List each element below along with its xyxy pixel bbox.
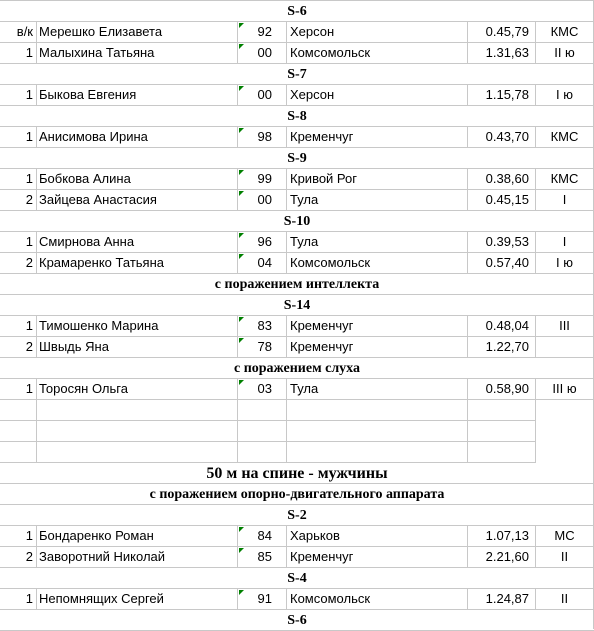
result-row (0, 316, 594, 337)
time-cell[interactable]: 0.48,04 (468, 316, 536, 337)
time-cell[interactable]: 2.21,60 (468, 547, 536, 568)
category-cell[interactable]: II ю (536, 43, 593, 64)
name-cell[interactable]: Бобкова Алина (37, 169, 238, 190)
column-divider (237, 400, 238, 421)
blank-row (0, 400, 594, 421)
column-divider (36, 400, 37, 421)
section-header: S-9 (0, 148, 594, 169)
time-cell[interactable]: 1.22,70 (468, 337, 536, 358)
name-cell[interactable]: Швыдь Яна (37, 337, 238, 358)
year-cell[interactable]: 04 (238, 253, 287, 274)
year-cell[interactable]: 85 (238, 547, 287, 568)
category-cell[interactable]: I (536, 190, 593, 211)
year-cell[interactable]: 03 (238, 379, 287, 400)
category-cell[interactable]: I ю (536, 85, 593, 106)
rank-cell[interactable]: 2 (0, 547, 37, 568)
section-header: с поражением интеллекта (0, 274, 594, 295)
result-row (0, 127, 594, 148)
time-cell[interactable]: 1.15,78 (468, 85, 536, 106)
category-cell[interactable]: II (536, 589, 593, 610)
result-row (0, 190, 594, 211)
category-cell[interactable]: КМС (536, 127, 593, 148)
result-row (0, 43, 594, 64)
result-row (0, 22, 594, 43)
column-divider (36, 442, 37, 463)
time-cell[interactable]: 0.58,90 (468, 379, 536, 400)
category-cell[interactable] (536, 337, 593, 358)
result-row (0, 253, 594, 274)
rank-cell[interactable]: 2 (0, 253, 37, 274)
year-cell[interactable]: 99 (238, 169, 287, 190)
time-cell[interactable]: 0.39,53 (468, 232, 536, 253)
result-row (0, 232, 594, 253)
rank-cell[interactable]: 1 (0, 169, 37, 190)
column-divider (535, 421, 536, 442)
column-divider (36, 421, 37, 442)
column-divider (467, 442, 468, 463)
city-cell[interactable]: Комсомольск (287, 253, 468, 274)
result-row (0, 547, 594, 568)
year-cell[interactable]: 91 (238, 589, 287, 610)
time-cell[interactable]: 1.24,87 (468, 589, 536, 610)
name-cell[interactable]: Зайцева Анастасия (37, 190, 238, 211)
city-cell[interactable]: Комсомольск (287, 43, 468, 64)
time-cell[interactable]: 0.45,79 (468, 22, 536, 43)
column-divider (467, 421, 468, 442)
city-cell[interactable]: Харьков (287, 526, 468, 547)
year-cell[interactable]: 00 (238, 85, 287, 106)
name-cell[interactable]: Заворотний Николай (37, 547, 238, 568)
result-row (0, 169, 594, 190)
year-cell[interactable]: 78 (238, 337, 287, 358)
column-divider (286, 421, 287, 442)
category-cell[interactable]: I ю (536, 253, 593, 274)
rank-cell[interactable]: 1 (0, 526, 37, 547)
city-cell[interactable]: Тула (287, 379, 468, 400)
column-divider (535, 442, 536, 463)
time-cell[interactable]: 0.43,70 (468, 127, 536, 148)
name-cell[interactable]: Малыхина Татьяна (37, 43, 238, 64)
category-cell[interactable]: МС (536, 526, 593, 547)
city-cell[interactable]: Кременчуг (287, 316, 468, 337)
rank-cell[interactable]: 1 (0, 379, 37, 400)
city-cell[interactable]: Кременчуг (287, 547, 468, 568)
result-row (0, 85, 594, 106)
column-divider (467, 400, 468, 421)
year-cell[interactable]: 83 (238, 316, 287, 337)
result-row (0, 526, 594, 547)
column-divider (237, 421, 238, 442)
category-cell[interactable]: II (536, 547, 593, 568)
blank-row (0, 442, 594, 463)
name-cell[interactable]: Анисимова Ирина (37, 127, 238, 148)
name-cell[interactable]: Смирнова Анна (37, 232, 238, 253)
year-cell[interactable]: 96 (238, 232, 287, 253)
blank-row (0, 421, 594, 442)
city-cell[interactable]: Тула (287, 232, 468, 253)
event-title: 50 м на спине - мужчины (0, 463, 594, 484)
city-cell[interactable]: Тула (287, 190, 468, 211)
city-cell[interactable]: Херсон (287, 85, 468, 106)
year-cell[interactable]: 00 (238, 43, 287, 64)
city-cell[interactable]: Кременчуг (287, 337, 468, 358)
name-cell[interactable]: Торосян Ольга (37, 379, 238, 400)
column-divider (286, 442, 287, 463)
time-cell[interactable]: 1.07,13 (468, 526, 536, 547)
rank-cell[interactable]: 2 (0, 337, 37, 358)
section-header: S-6 (0, 610, 594, 631)
column-divider (237, 442, 238, 463)
section-header: S-8 (0, 106, 594, 127)
name-cell[interactable]: Тимошенко Марина (37, 316, 238, 337)
section-header: S-7 (0, 64, 594, 85)
rank-cell[interactable]: 1 (0, 127, 37, 148)
category-cell[interactable]: I (536, 232, 593, 253)
section-header: S-6 (0, 1, 594, 22)
result-row (0, 379, 594, 400)
result-row (0, 589, 594, 610)
rank-cell[interactable]: 1 (0, 589, 37, 610)
column-divider (535, 400, 536, 421)
section-header: S-4 (0, 568, 594, 589)
time-cell[interactable]: 0.45,15 (468, 190, 536, 211)
section-header: с поражением слуха (0, 358, 594, 379)
category-cell[interactable]: КМС (536, 22, 593, 43)
time-cell[interactable]: 1.31,63 (468, 43, 536, 64)
year-cell[interactable]: 98 (238, 127, 287, 148)
name-cell[interactable]: Крамаренко Татьяна (37, 253, 238, 274)
rank-cell[interactable]: 1 (0, 43, 37, 64)
category-cell[interactable]: III (536, 316, 593, 337)
section-header: S-10 (0, 211, 594, 232)
year-cell[interactable]: 92 (238, 22, 287, 43)
city-cell[interactable]: Комсомольск (287, 589, 468, 610)
city-cell[interactable]: Херсон (287, 22, 468, 43)
rank-cell[interactable]: в/к (0, 22, 37, 43)
category-cell[interactable]: КМС (536, 169, 593, 190)
section-header: S-2 (0, 505, 594, 526)
section-header: S-14 (0, 295, 594, 316)
name-cell[interactable]: Мерешко Елизавета (37, 22, 238, 43)
time-cell[interactable]: 0.57,40 (468, 253, 536, 274)
result-row (0, 337, 594, 358)
city-cell[interactable]: Кривой Рог (287, 169, 468, 190)
city-cell[interactable]: Кременчуг (287, 127, 468, 148)
year-cell[interactable]: 00 (238, 190, 287, 211)
time-cell[interactable]: 0.38,60 (468, 169, 536, 190)
rank-cell[interactable]: 1 (0, 232, 37, 253)
category-cell[interactable]: III ю (536, 379, 593, 400)
section-header: с поражением опорно-двигательного аппарата (0, 484, 594, 505)
name-cell[interactable]: Бондаренко Роман (37, 526, 238, 547)
rank-cell[interactable]: 1 (0, 85, 37, 106)
rank-cell[interactable]: 2 (0, 190, 37, 211)
name-cell[interactable]: Быкова Евгения (37, 85, 238, 106)
column-divider (286, 400, 287, 421)
name-cell[interactable]: Непомнящих Сергей (37, 589, 238, 610)
rank-cell[interactable]: 1 (0, 316, 37, 337)
year-cell[interactable]: 84 (238, 526, 287, 547)
